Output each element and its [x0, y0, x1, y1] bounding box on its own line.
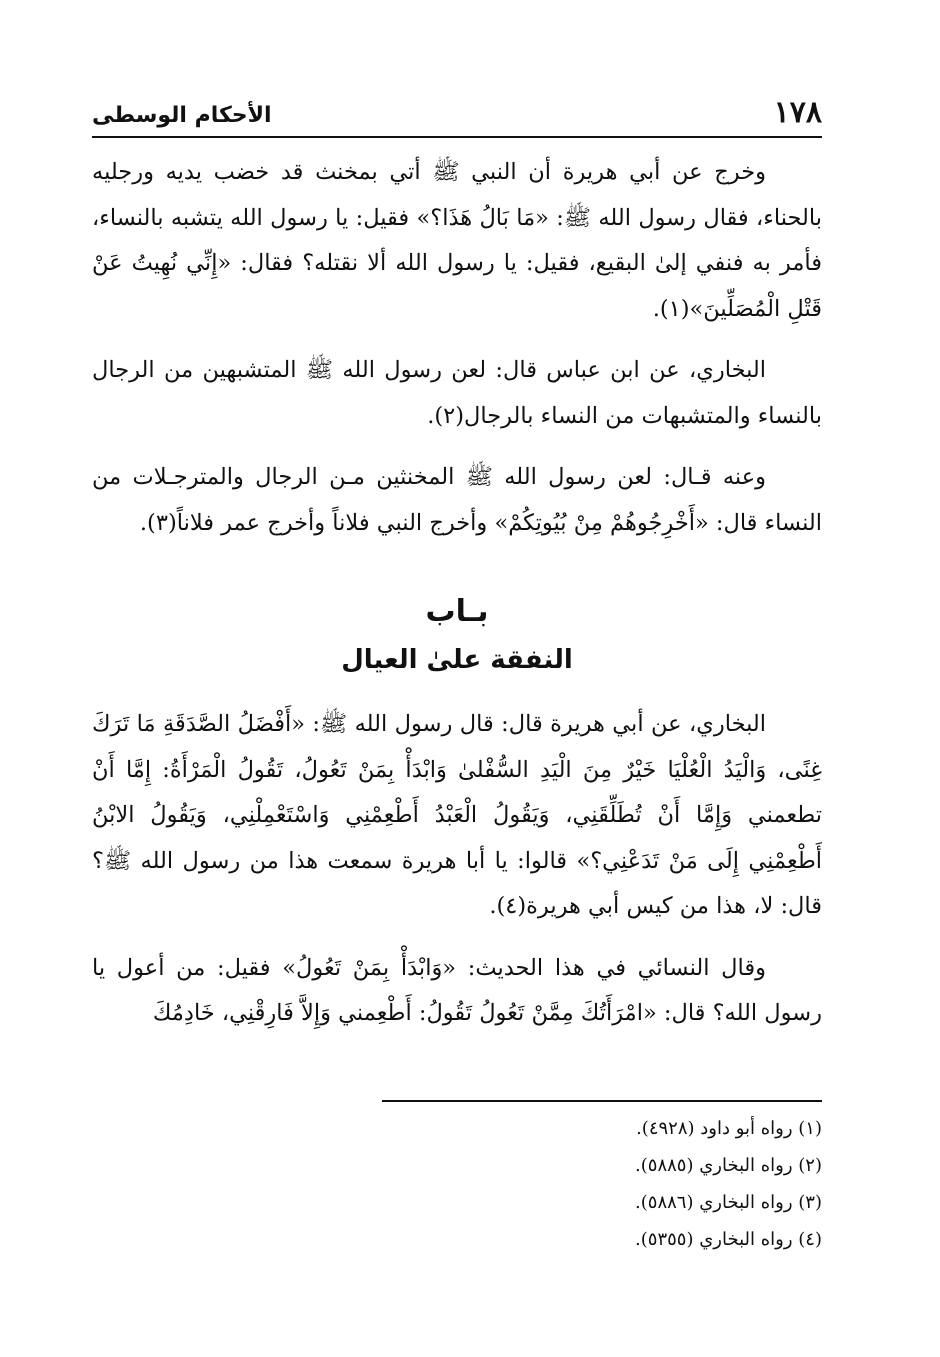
main-text: [92, 150, 822, 1053]
footnotes: [382, 1100, 822, 1258]
section-heading: [92, 588, 822, 684]
paragraph: البخاري، عن أبي هريرة قال: قال رسول الله ﷺ: «أَفْضَلُ الصَّدَقَةِ مَا تَرَكَ غِنًى، وَالْيَدُ الْعُلْيَا خَيْرٌ مِنَ الْيَدِ السُّفْلىٰ وَابْدَأْ بِمَنْ تَعُولُ، تَقُولُ الْمَرْأَةُ: إِمَّا أَنْ تطعمني وَإِمَّا أَنْ تُطَلِّقَنِي، وَيَقُولُ الْعَبْدُ أَطْعِمْنِي وَاسْتَعْمِلْنِي، وَيَقُولُ الابْنُ أَطْعِمْنِي إِلَى مَنْ تَدَعْنِي؟» قالوا: يا أبا هريرة سمعت هذا من رسول الله ﷺ؟ قال: لا، هذا من كيس أبي هريرة(٤).: [92, 711, 822, 919]
paragraph: وقال النسائي في هذا الحديث: «وَابْدَأْ بِمَنْ تَعُولُ» فقيل: من أعول يا رسول الله؟ قال: «امْرَأَتُكَ مِمَّنْ تَعُولُ تَقُولُ: أَطْعِمني وَإِلاَّ فَارِقْنِي، خَادِمُكَ: [92, 954, 822, 1026]
paragraph: وعنه قـال: لعن رسول الله ﷺ المخنثين مـن الرجال والمترجـلات من النساء قال: «أَخْرِجُوهُمْ مِنْ بُيُوتِكُمْ» وأخرج النبي فلاناً وأخرج عمر فلاناً(٣).: [92, 464, 822, 536]
footnote: (١) رواه أبو داود (٤٩٢٨).: [636, 1118, 822, 1139]
footnote: (٣) رواه البخاري (٥٨٨٦).: [635, 1192, 822, 1213]
paragraph: وخرج عن أبي هريرة أن النبي ﷺ أتي بمخنث قد خضب يديه ورجليه بالحناء، فقال رسول الله ﷺ: «مَا بَالُ هَذَا؟» فقيل: يا رسول الله يتشبه بالنساء، فأمر به فنفي إلىٰ البقيع، فقيل: يا رسول الله ألا نقتله؟ فقال: «إِنِّي نُهِيتُ عَنْ قَتْلِ الْمُصَلِّينَ»(١).: [92, 159, 822, 322]
chapter-subheading: النفقة علىٰ العيال: [341, 645, 573, 675]
chapter-heading: بـاب: [425, 594, 489, 629]
footnote: (٢) رواه البخاري (٥٨٨٥).: [635, 1155, 822, 1176]
page-header: [92, 88, 822, 138]
footnote: (٤) رواه البخاري (٥٣٥٥).: [635, 1229, 822, 1250]
page-number: ١٧٨: [773, 95, 822, 130]
paragraph: البخاري، عن ابن عباس قال: لعن رسول الله ﷺ المتشبهين من الرجال بالنساء والمتشبهات من النساء بالرجال(٢).: [92, 357, 822, 429]
running-title: الأحكام الوسطى: [92, 103, 272, 128]
